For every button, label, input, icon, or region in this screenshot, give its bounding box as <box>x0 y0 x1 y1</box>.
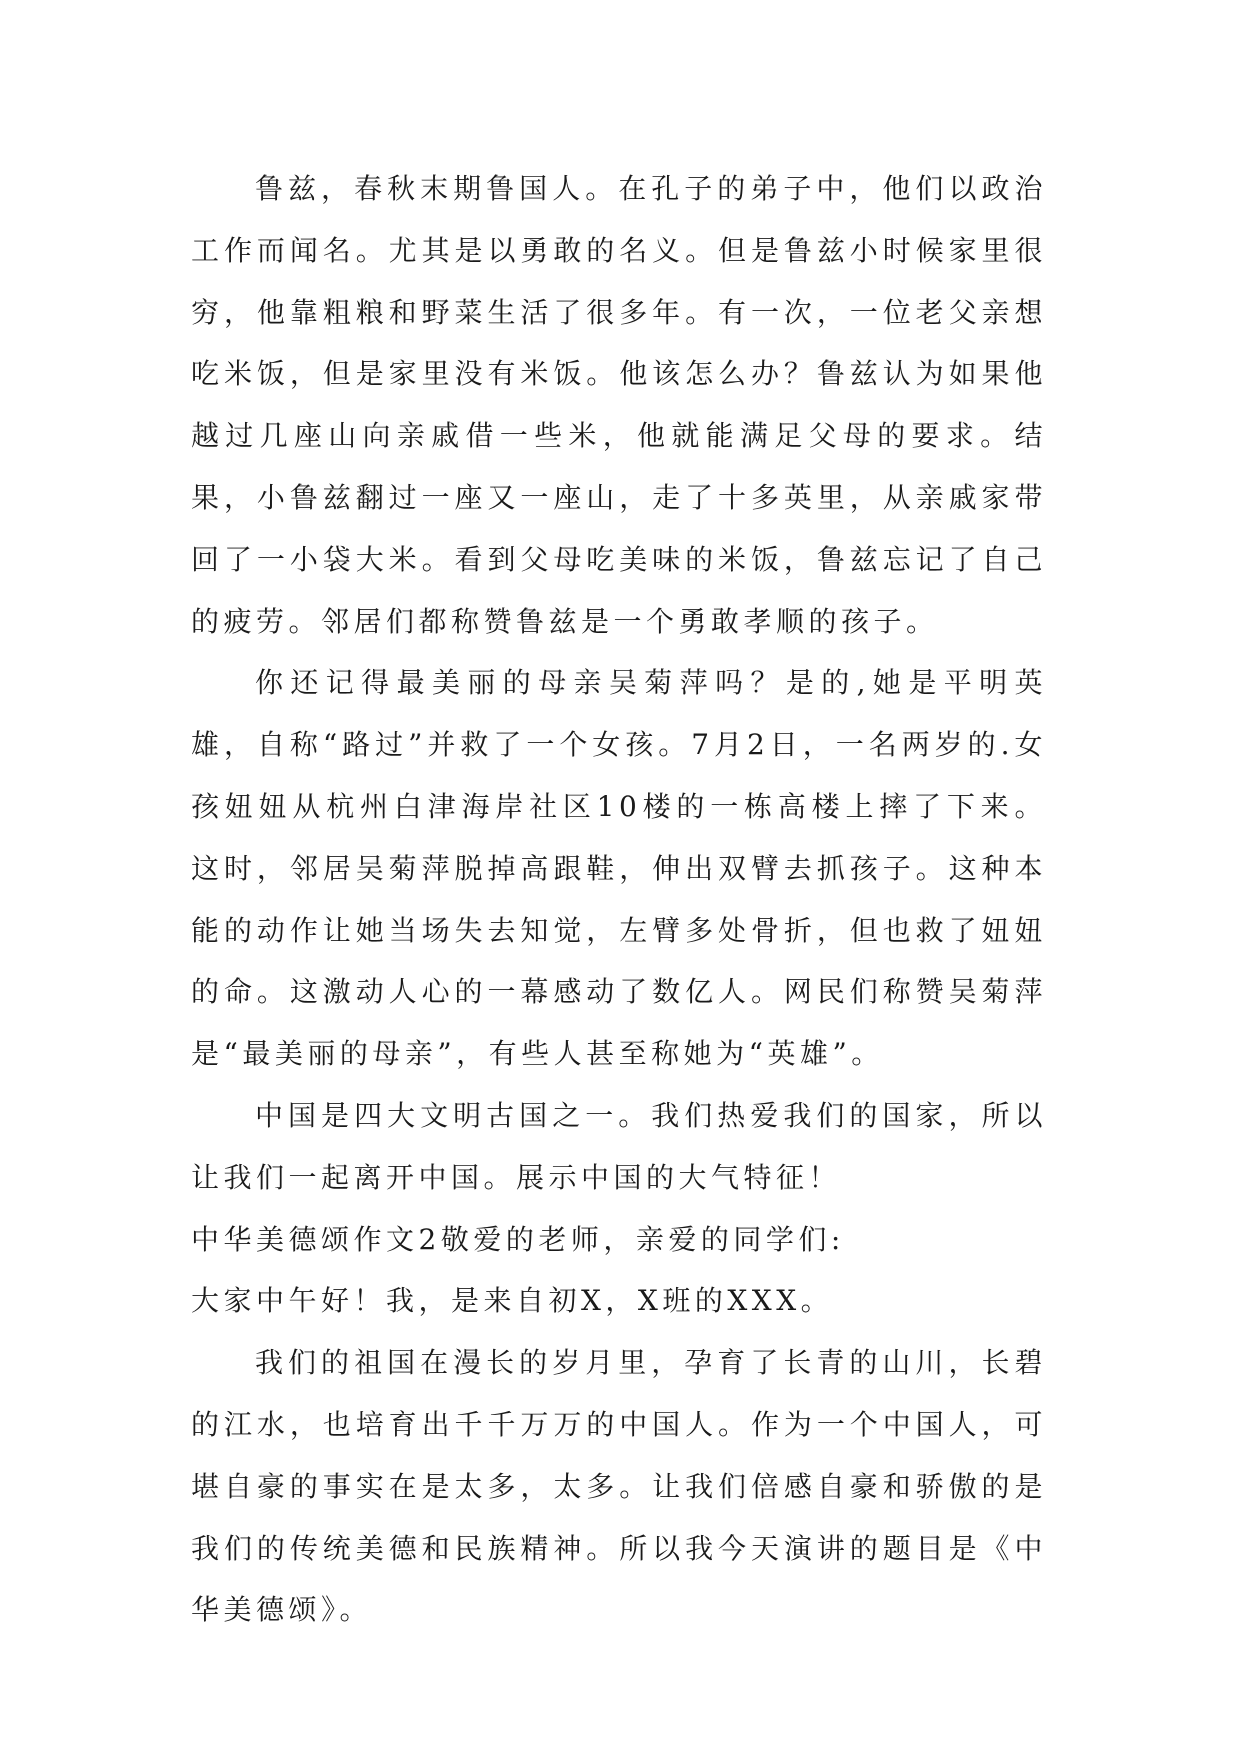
paragraph-wu-juping-story: 你还记得最美丽的母亲吴菊萍吗？是的,她是平明英雄，自称“路过”并救了一个女孩。7月2日，一名两岁的.女孩妞妞从杭州白津海岸社区10楼的一栋高楼上摔了下来。这时，邻居吴菊萍脱掉高跟鞋，伸出双臂去抓孩子。这种本能的动作让她当场失去知觉，左臂多处骨折，但也救了妞妞的命。这激动人心的一幕感动了数亿人。网民们称赞吴菊萍是“最美丽的母亲”，有些人甚至称她为“英雄”。 <box>191 666 1047 1071</box>
paragraph-essay-heading: 中华美德颂作文2敬爱的老师，亲爱的同学们: <box>191 1222 845 1256</box>
paragraph-china-civilization: 中国是四大文明古国之一。我们热爱我们的国家，所以让我们一起离开中国。展示中国的大气特征！ <box>191 1098 1047 1194</box>
paragraph-lu-zi-story: 鲁兹，春秋末期鲁国人。在孔子的弟子中，他们以政治工作而闻名。尤其是以勇敢的名义。但是鲁兹小时候家里很穷，他靠粗粮和野菜生活了很多年。有一次，一位老父亲想吃米饭，但是家里没有米饭。他该怎么办？鲁兹认为如果他越过几座山向亲戚借一些米，他就能满足父母的要求。结果，小鲁兹翻过一座又一座山，走了十多英里，从亲戚家带回了一小袋大米。看到父母吃美味的米饭，鲁兹忘记了自己的疲劳。邻居们都称赞鲁兹是一个勇敢孝顺的孩子。 <box>191 172 1047 638</box>
document-body <box>191 158 1047 1641</box>
paragraph-speech-intro: 我们的祖国在漫长的岁月里，孕育了长青的山川，长碧的江水，也培育出千千万万的中国人。作为一个中国人，可堪自豪的事实在是太多，太多。让我们倍感自豪和骄傲的是我们的传统美德和民族精神。所以我今天演讲的题目是《中华美德颂》。 <box>191 1346 1047 1627</box>
paragraph-greeting: 大家中午好！我，是来自初X，X班的XXX。 <box>191 1284 834 1318</box>
